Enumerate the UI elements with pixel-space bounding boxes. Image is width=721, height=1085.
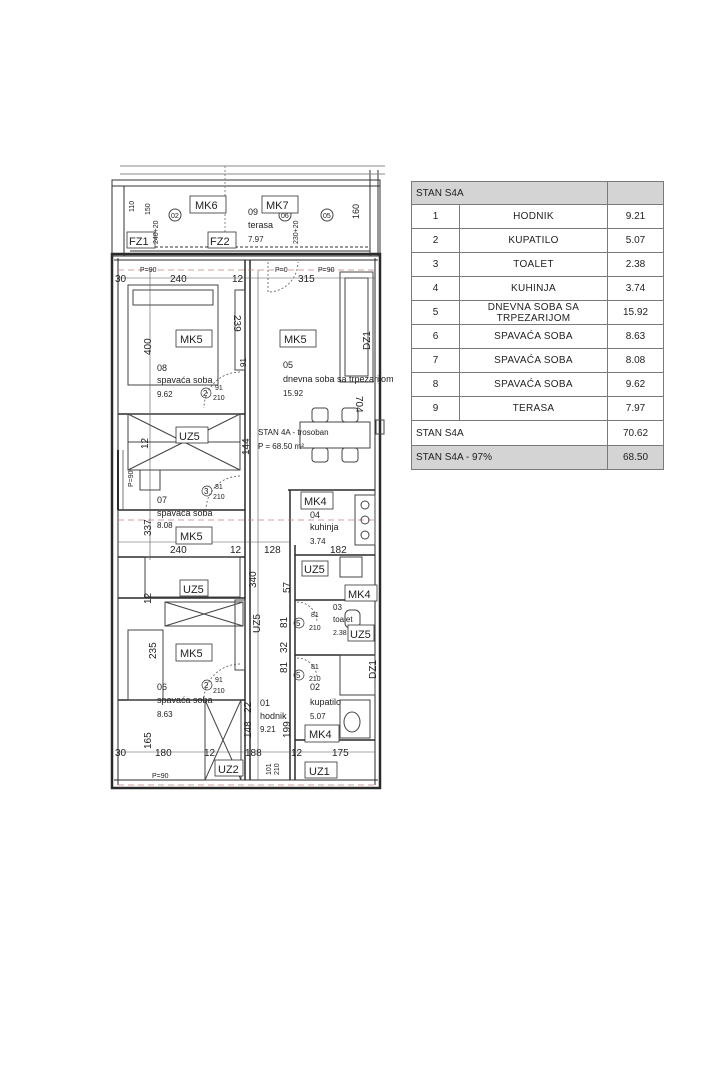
row-room: TERASA xyxy=(460,397,608,421)
row-number: 6 xyxy=(412,325,460,349)
room02-name: kupatilo xyxy=(310,697,342,707)
door-mark-5a: 5 xyxy=(296,619,301,628)
table-row xyxy=(412,301,664,325)
room01-number: 01 xyxy=(260,698,271,708)
room02-area: 5.07 xyxy=(310,712,326,721)
total-value: 70.62 xyxy=(608,421,664,446)
table-row xyxy=(412,205,664,229)
door-91-a: 91 xyxy=(215,385,223,392)
row-room: HODNIK xyxy=(460,205,608,229)
dim-175: 175 xyxy=(332,748,349,759)
tag-uz5-b: UZ5 xyxy=(304,564,325,576)
tag-mk5-d: MK5 xyxy=(180,648,203,660)
door-mark-5b: 5 xyxy=(296,671,301,680)
dim-704: 704 xyxy=(353,396,364,413)
dim-199: 199 xyxy=(282,721,293,738)
tag-mk6: MK6 xyxy=(195,200,218,212)
window-mark-06: 06 xyxy=(281,213,289,220)
stan-area: P = 68.50 m² xyxy=(258,442,304,451)
dim-81-side-b: 81 xyxy=(279,661,290,673)
table-title: STAN S4A xyxy=(412,182,608,205)
dim-12-side-b: 12 xyxy=(143,592,154,604)
door-p90-a: P=90 xyxy=(140,267,157,274)
dim-188: 188 xyxy=(245,748,262,759)
window-mark-05: 05 xyxy=(323,213,331,220)
tag-fz1: FZ1 xyxy=(129,236,149,248)
row-number: 4 xyxy=(412,277,460,301)
stan-note: STAN 4A - trosoban xyxy=(258,428,329,437)
dim-240-top: 240 xyxy=(170,274,187,285)
dim-150: 150 xyxy=(145,203,152,215)
row-area: 3.74 xyxy=(608,277,664,301)
door-81-a: 81 xyxy=(215,484,223,491)
total-label: STAN S4A xyxy=(412,421,608,446)
door-81-b: 81 xyxy=(311,612,319,619)
room09-name: terasa xyxy=(248,220,274,230)
door-210-b: 210 xyxy=(213,494,225,501)
room02-number: 02 xyxy=(310,682,321,692)
room07-area: 8.08 xyxy=(157,521,173,530)
dim-180: 180 xyxy=(155,748,172,759)
door-p0: P=0 xyxy=(275,267,288,274)
room01-name: hodnik xyxy=(260,711,287,721)
door-p90-c: P=90 xyxy=(128,470,135,487)
tag-uz5-e: UZ5 xyxy=(252,614,263,633)
table-row xyxy=(412,229,664,253)
row-area: 2.38 xyxy=(608,253,664,277)
dim-110: 110 xyxy=(129,200,136,212)
row-number: 2 xyxy=(412,229,460,253)
dim-101: 101 xyxy=(266,763,273,775)
window-mark-02: 02 xyxy=(171,213,179,220)
tag-mk7: MK7 xyxy=(266,200,289,212)
room05-area: 15.92 xyxy=(283,389,304,398)
door-91-b: 91 xyxy=(215,677,223,684)
dim-210-bottom: 210 xyxy=(274,763,281,775)
room04-area: 3.74 xyxy=(310,537,326,546)
room06-number: 06 xyxy=(157,682,168,692)
row-area: 15.92 xyxy=(608,301,664,325)
room03-area: 2.38 xyxy=(333,630,347,637)
room03-name: toalet xyxy=(333,615,353,624)
row-room: SPAVAĆA SOBA xyxy=(460,349,608,373)
dim-12-top: 12 xyxy=(232,274,244,285)
room08-number: 08 xyxy=(157,363,168,373)
dim-128: 128 xyxy=(264,545,281,556)
row-number: 3 xyxy=(412,253,460,277)
dim-160: 160 xyxy=(351,203,361,219)
dim-12-bottom-b: 12 xyxy=(291,748,303,759)
door-210-d: 210 xyxy=(309,676,321,683)
row-room: KUPATILO xyxy=(460,229,608,253)
room06-name: spavaća soba xyxy=(157,695,213,705)
row-number: 7 xyxy=(412,349,460,373)
door-mark-2: 2 xyxy=(203,389,208,398)
tag-uz2: UZ2 xyxy=(218,764,239,776)
room04-number: 04 xyxy=(310,510,321,520)
dim-57: 57 xyxy=(282,581,293,593)
tag-mk5-c: MK5 xyxy=(180,531,203,543)
room09-area: 7.97 xyxy=(248,235,264,244)
total-row xyxy=(412,421,664,446)
room09-number: 09 xyxy=(248,207,259,217)
dim-dz1-b: DZ1 xyxy=(368,660,379,679)
dim-240-20: 240+20 xyxy=(153,220,160,244)
table-header-row xyxy=(412,182,664,205)
dim-340: 340 xyxy=(248,571,259,588)
room07-number: 07 xyxy=(157,495,168,505)
row-number: 9 xyxy=(412,397,460,421)
tag-uz1: UZ1 xyxy=(309,766,330,778)
door-210-c: 210 xyxy=(309,625,321,632)
row-number: 1 xyxy=(412,205,460,229)
dim-81-side-a: 81 xyxy=(279,616,290,628)
tag-fz2: FZ2 xyxy=(210,236,230,248)
dim-30-bottom: 30 xyxy=(115,748,127,759)
table-row xyxy=(412,253,664,277)
table-row xyxy=(412,349,664,373)
row-area: 9.62 xyxy=(608,373,664,397)
area-table xyxy=(411,181,664,470)
reduced-value: 68.50 xyxy=(608,446,664,470)
row-area: 5.07 xyxy=(608,229,664,253)
tag-mk4-b: MK4 xyxy=(348,589,371,601)
table-header-blank xyxy=(608,182,664,205)
room06-area: 8.63 xyxy=(157,710,173,719)
tag-uz5-c: UZ5 xyxy=(183,584,204,596)
room08-name: spavaća soba xyxy=(157,375,213,385)
room03-number: 03 xyxy=(333,603,342,612)
row-number: 5 xyxy=(412,301,460,325)
table-row xyxy=(412,373,664,397)
table-row xyxy=(412,325,664,349)
door-mark-2b: 2 xyxy=(204,681,209,690)
row-room: KUHINJA xyxy=(460,277,608,301)
dim-32: 32 xyxy=(279,641,290,653)
door-210-e: 210 xyxy=(213,688,225,695)
dim-337: 337 xyxy=(143,519,154,536)
door-81-c: 81 xyxy=(311,664,319,671)
door-mark-3: 3 xyxy=(204,487,209,496)
row-room: TOALET xyxy=(460,253,608,277)
dim-12-bottom-a: 12 xyxy=(204,748,216,759)
row-room: SPAVAĆA SOBA xyxy=(460,373,608,397)
door-p90-b: P=90 xyxy=(318,267,335,274)
tag-uz5-d: UZ5 xyxy=(350,629,371,641)
room05-name: dnevna soba sa trpezarijom xyxy=(283,374,394,384)
door-p90-d: P=90 xyxy=(152,773,169,780)
table-row xyxy=(412,277,664,301)
dim-144: 144 xyxy=(241,438,252,455)
dim-230-20: 230+20 xyxy=(293,220,300,244)
tag-mk5-b: MK5 xyxy=(284,334,307,346)
row-number: 8 xyxy=(412,373,460,397)
dim-22: 22 xyxy=(243,701,254,713)
door-210-a: 210 xyxy=(213,395,225,402)
room01-area: 9.21 xyxy=(260,725,276,734)
dim-148: 148 xyxy=(243,721,254,738)
dim-315: 315 xyxy=(298,274,315,285)
reduced-row xyxy=(412,446,664,470)
dim-165: 165 xyxy=(143,732,154,749)
room08-area: 9.62 xyxy=(157,390,173,399)
dim-12-side-a: 12 xyxy=(140,437,151,449)
room07-name: spavaća soba xyxy=(157,508,213,518)
row-area: 8.08 xyxy=(608,349,664,373)
reduced-label: STAN S4A - 97% xyxy=(412,446,608,470)
row-room: SPAVAĆA SOBA xyxy=(460,325,608,349)
dim-240-mid: 240 xyxy=(170,545,187,556)
dim-dz1-a: DZ1 xyxy=(362,331,373,350)
room04-name: kuhinja xyxy=(310,522,339,532)
dim-91-side: 91 xyxy=(239,358,248,367)
room05-number: 05 xyxy=(283,360,294,370)
tag-uz5-a: UZ5 xyxy=(179,431,200,443)
dim-239: 239 xyxy=(231,315,242,332)
row-area: 9.21 xyxy=(608,205,664,229)
row-area: 7.97 xyxy=(608,397,664,421)
dim-235: 235 xyxy=(148,642,159,659)
tag-mk4-a: MK4 xyxy=(304,496,327,508)
row-room: DNEVNA SOBA SA TRPEZARIJOM xyxy=(460,301,608,325)
dim-182: 182 xyxy=(330,545,347,556)
row-area: 8.63 xyxy=(608,325,664,349)
tag-mk4-c: MK4 xyxy=(309,729,332,741)
dim-30-top: 30 xyxy=(115,274,127,285)
tag-mk5-a: MK5 xyxy=(180,334,203,346)
table-row xyxy=(412,397,664,421)
dim-12-mid: 12 xyxy=(230,545,242,556)
dim-400: 400 xyxy=(143,338,154,355)
